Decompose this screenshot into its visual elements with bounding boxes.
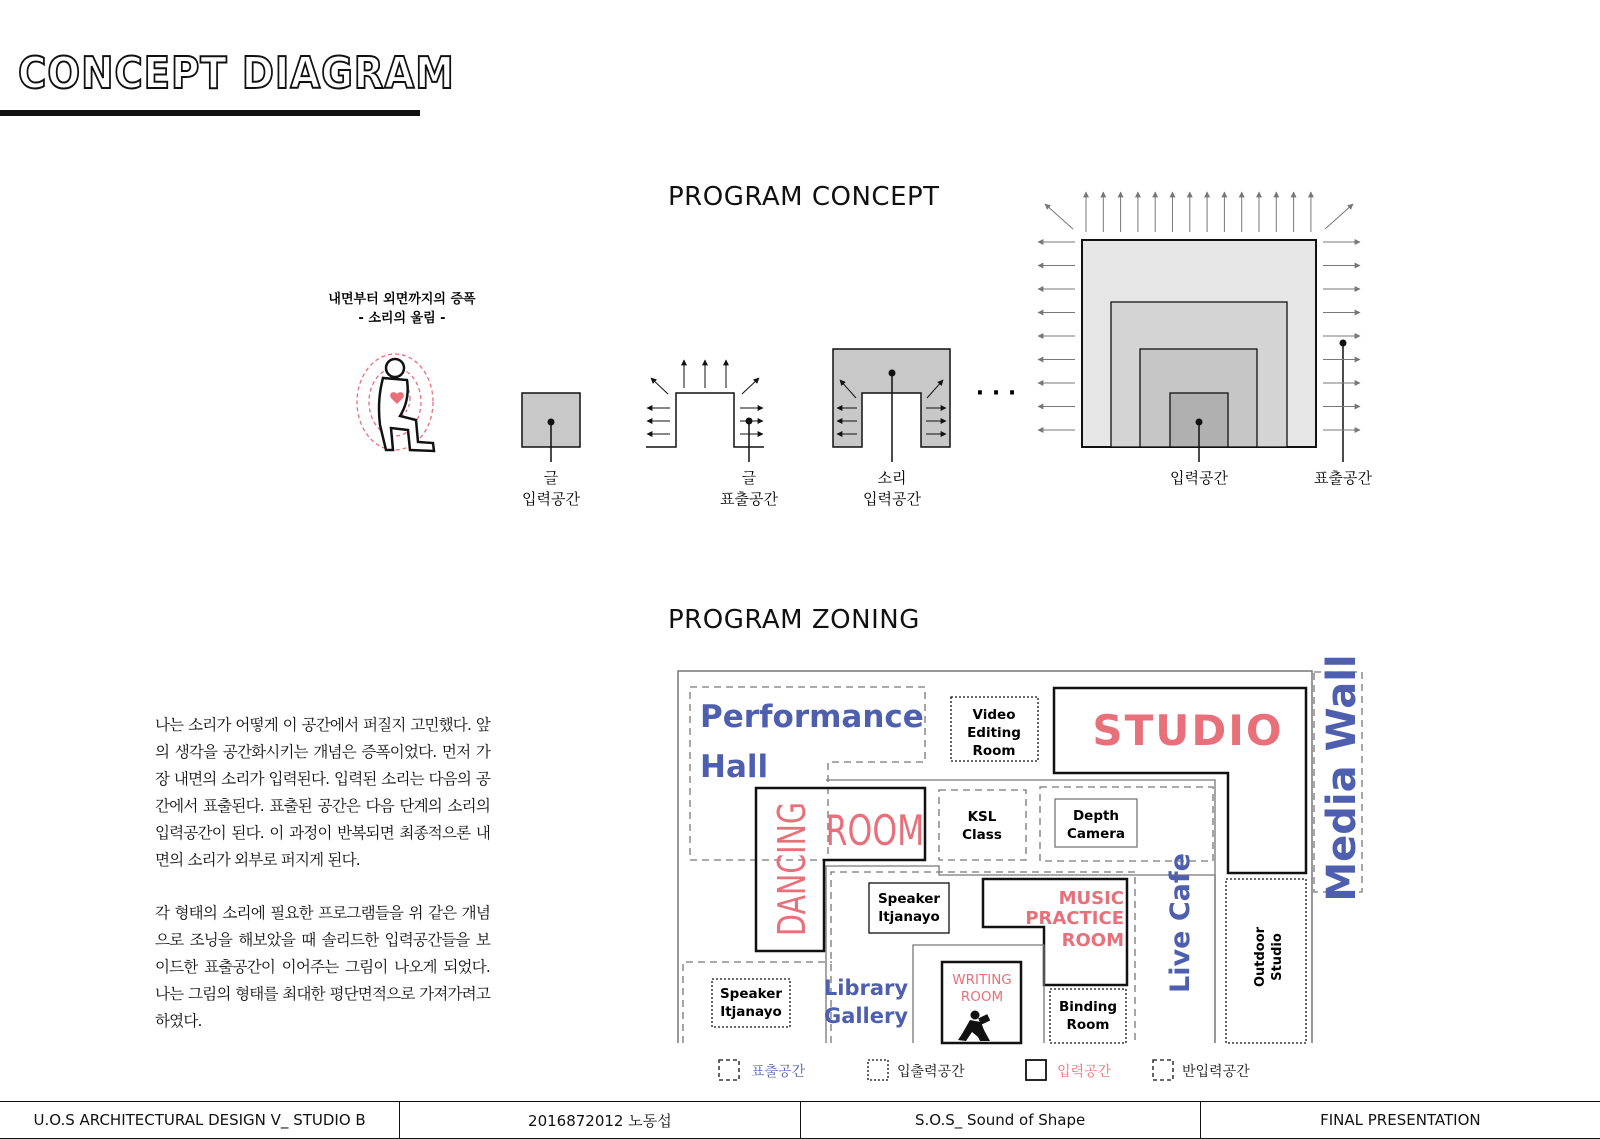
speaker-a-label-1: Speaker bbox=[877, 891, 941, 907]
media-wall-label: Media Wall bbox=[1319, 654, 1365, 902]
legend bbox=[719, 1060, 1250, 1080]
gallery-label: Gallery bbox=[823, 1004, 909, 1028]
stage2-label-1: 글 bbox=[741, 469, 757, 487]
speaker-b-label-2: Itjanayo bbox=[720, 1004, 782, 1020]
figure-caption-2: - 소리의 울림 - bbox=[358, 311, 446, 326]
stage1-label-1: 글 bbox=[543, 469, 559, 487]
stage1-label-2: 입력공간 bbox=[522, 490, 580, 508]
library-label: Library bbox=[823, 976, 909, 1000]
music-label-3: ROOM bbox=[1061, 930, 1124, 951]
description-paragraph-1: 나는 소리가 어떻게 이 공간에서 퍼질지 고민했다. 앞의 생각을 공간화시키는 개념은 증폭이었다. 먼저 가장 내면의 소리가 입력된다. 입력된 소리는 다음의 공간에서 표출된다. 표출된 공간은 다음 단계의 소리의 입력공간이 된다. 이 과정이 반복되면 최종적으론 내면의 소리가 외부로 퍼지게 된다. bbox=[155, 716, 490, 869]
speaker-b-label-1: Speaker bbox=[719, 986, 783, 1002]
video-label-3: Room bbox=[972, 743, 1016, 759]
binding-label-2: Room bbox=[1066, 1017, 1110, 1033]
writing-label-1: WRITING bbox=[952, 972, 1012, 988]
performance-label: Performance bbox=[700, 699, 924, 735]
legend-item-output: 표출공간 bbox=[751, 1064, 806, 1080]
legend-item-semi-input: 반입력공간 bbox=[1182, 1064, 1250, 1080]
footer-stage: FINAL PRESENTATION bbox=[1320, 1111, 1481, 1129]
stage4-input-label: 입력공간 bbox=[1170, 469, 1228, 487]
video-label-2: Editing bbox=[967, 725, 1021, 741]
reading-person-icon bbox=[958, 1011, 990, 1042]
binding-label-1: Binding bbox=[1058, 999, 1118, 1015]
room-label: ROOM bbox=[825, 806, 925, 856]
stage4-output-label: 표출공간 bbox=[1314, 469, 1372, 487]
outdoor-label-2: Studio bbox=[1270, 933, 1285, 981]
depth-label-1: Depth bbox=[1072, 808, 1120, 824]
music-label-2: PRACTICE bbox=[1025, 908, 1124, 929]
stage3-label-2: 입력공간 bbox=[863, 490, 921, 508]
live-cafe-label: Live Cafe bbox=[1165, 853, 1196, 993]
stage2-label-2: 표출공간 bbox=[720, 490, 778, 508]
program-zoning-title: PROGRAM ZONING bbox=[668, 605, 920, 635]
video-label-1: Video bbox=[972, 707, 1016, 723]
speaker-a-label-2: Itjanayo bbox=[878, 909, 940, 925]
dancing-label: DANCING bbox=[769, 802, 815, 936]
description-paragraph-2: 각 형태의 소리에 필요한 프로그램들을 위 같은 개념으로 조닝을 해보았을 때 솔리드한 입력공간들을 보이드한 표출공간이 이어주는 그림이 나오게 되었다. 나는 그림의 형태를 최대한 평단면적으로 가져가려고 하였다. bbox=[155, 904, 490, 1030]
footer-course: U.O.S ARCHITECTURAL DESIGN V_ STUDIO B bbox=[0, 1102, 400, 1138]
stage3-label-1: 소리 bbox=[877, 469, 907, 487]
studio-label: STUDIO bbox=[1092, 706, 1284, 755]
outdoor-label-1: Outdoor bbox=[1253, 926, 1268, 988]
ksl-label-1: KSL bbox=[967, 809, 997, 825]
footer-student: 2016872012 노동섭 bbox=[400, 1102, 800, 1138]
footer-project: S.O.S_ Sound of Shape bbox=[801, 1102, 1201, 1138]
page-title: CONCEPT DIAGRAM bbox=[18, 48, 455, 99]
ksl-label-2: Class bbox=[962, 827, 1002, 843]
program-concept-title: PROGRAM CONCEPT bbox=[668, 182, 940, 212]
writing-label-2: ROOM bbox=[960, 989, 1004, 1005]
footer-bar bbox=[0, 1101, 1600, 1139]
depth-label-2: Camera bbox=[1066, 826, 1126, 842]
figure-caption-1: 내면부터 외면까지의 증폭 bbox=[328, 292, 476, 307]
legend-item-io: 입출력공간 bbox=[897, 1064, 965, 1080]
hall-label: Hall bbox=[700, 749, 769, 785]
music-label-1: MUSIC bbox=[1058, 888, 1124, 909]
legend-item-input: 입력공간 bbox=[1057, 1064, 1112, 1080]
ellipsis: · · · bbox=[975, 381, 1017, 406]
